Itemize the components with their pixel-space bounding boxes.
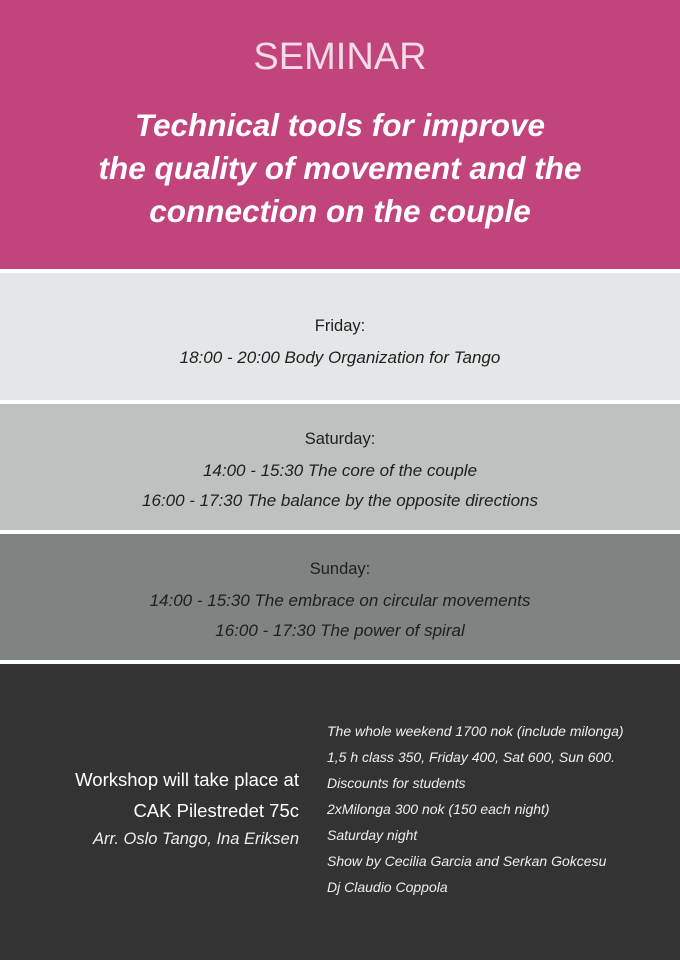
day-label-sunday: Sunday: (309, 560, 371, 578)
title-line-1: Technical tools for improve (134, 107, 546, 143)
schedule-sunday (0, 534, 680, 660)
session-sunday-2: 16:00 - 17:30 The power of spiral (215, 621, 465, 640)
detail-item: Dj Claudio Coppola (327, 879, 448, 895)
detail-item: Discounts for students (327, 775, 466, 791)
day-label-friday: Friday: (314, 317, 366, 335)
session-sunday-1: 14:00 - 15:30 The embrace on circular movements (149, 591, 531, 610)
venue-block (75, 764, 299, 852)
info-footer (0, 664, 680, 960)
seminar-kicker: SEMINAR (253, 36, 427, 78)
seminar-title (20, 104, 660, 233)
day-label-saturday: Saturday: (304, 430, 376, 448)
schedule-friday (0, 273, 680, 400)
pricing-details (327, 718, 672, 900)
detail-item: 1,5 h class 350, Friday 400, Sat 600, Sun 600. (327, 749, 615, 765)
session-friday-1: 18:00 - 20:00 Body Organization for Tango (179, 348, 501, 367)
detail-item: 2xMilonga 300 nok (150 each night) (327, 801, 550, 817)
venue-line-1: Workshop will take place at (75, 769, 299, 790)
title-line-2: the quality of movement and the (98, 150, 582, 186)
session-saturday-2: 16:00 - 17:30 The balance by the opposite directions (142, 491, 538, 510)
schedule-saturday (0, 404, 680, 530)
venue-address: CAK Pilestredet 75c (133, 800, 299, 821)
detail-item: Show by Cecilia Garcia and Serkan Gokcesu (327, 853, 607, 869)
detail-item: Saturday night (327, 827, 418, 843)
session-saturday-1: 14:00 - 15:30 The core of the couple (202, 461, 478, 480)
header-banner (0, 0, 680, 269)
detail-item: The whole weekend 1700 nok (include milonga) (327, 723, 624, 739)
title-line-3: connection on the couple (149, 193, 531, 229)
organizer-text: Arr. Oslo Tango, Ina Eriksen (92, 830, 299, 848)
